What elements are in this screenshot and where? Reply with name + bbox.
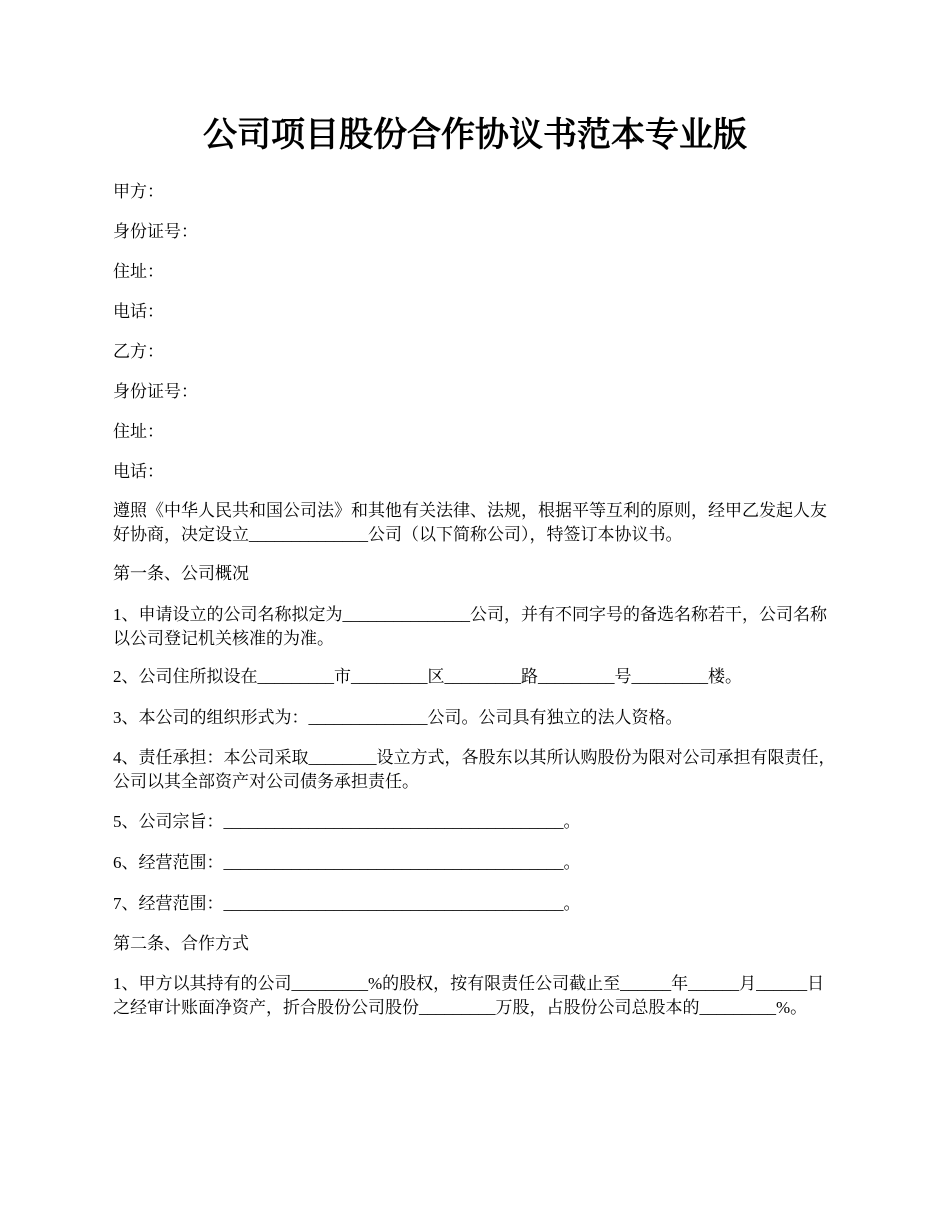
article-1-heading: 第一条、公司概况	[113, 564, 249, 583]
article-1-item: 3、本公司的组织形式为：______________公司。公司具有独立的法人资格。	[113, 708, 683, 727]
article-1-item: 7、经营范围：________________________________________。	[113, 894, 581, 913]
party-a-address-label: 住址：	[113, 262, 164, 281]
party-b-label: 乙方：	[113, 342, 164, 361]
party-a-phone-label: 电话：	[113, 302, 164, 321]
article-2-item: 1、甲方以其持有的公司_________%的股权，按有限责任公司截止至______年______月______日之经审计账面净资产，折合股份公司股份_________万股，占股份公司总股本的_________%。	[113, 974, 825, 1017]
document-title: 公司项目股份合作协议书范本专业版	[203, 115, 747, 155]
party-b-phone-label: 电话：	[113, 462, 164, 481]
preamble-paragraph: 遵照《中华人民共和国公司法》和其他有关法律、法规，根据平等互利的原则，经甲乙发起人友好协商，决定设立______________公司（以下简称公司），特签订本协议书。	[113, 501, 827, 544]
party-b-address-label: 住址：	[113, 422, 164, 441]
article-2-heading: 第二条、合作方式	[113, 934, 249, 953]
party-a-id-label: 身份证号：	[113, 222, 198, 241]
party-b-id-label: 身份证号：	[113, 382, 198, 401]
article-1-item: 4、责任承担：本公司采取________设立方式，各股东以其所认购股份为限对公司承担有限责任，公司以其全部资产对公司债务承担责任。	[113, 748, 836, 791]
party-a-label: 甲方：	[113, 182, 164, 201]
article-1-item: 2、公司住所拟设在_________市_________区_________路_________号_________楼。	[113, 667, 742, 686]
article-1-item: 6、经营范围：________________________________________。	[113, 853, 581, 872]
article-1-item: 5、公司宗旨：________________________________________。	[113, 812, 581, 831]
article-1-item: 1、申请设立的公司名称拟定为_______________公司，并有不同字号的备选名称若干，公司名称以公司登记机关核准的为准。	[113, 605, 827, 648]
